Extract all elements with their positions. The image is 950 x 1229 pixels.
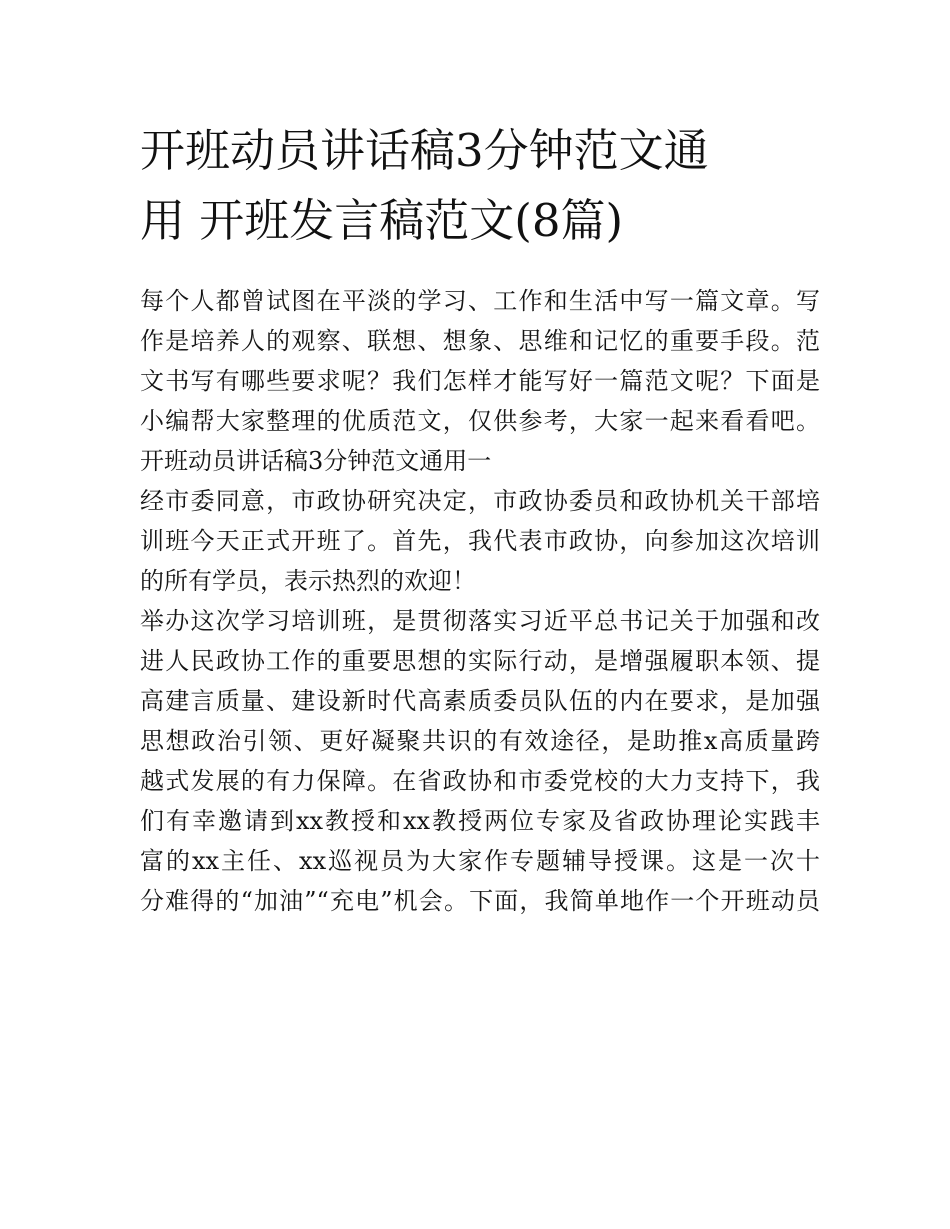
paragraph-line: 经市委同意，市政协研究决定，市政协委员和政协机关干部培 [140,487,820,515]
paragraph-line: 们有幸邀请到xx教授和xx教授两位专家及省政协理论实践丰 [140,807,820,835]
paragraph-line: 作是培养人的观察、联想、想象、思维和记忆的重要手段。范 [140,327,820,355]
paragraph-line: 举办这次学习培训班，是贯彻落实习近平总书记关于加强和改 [140,607,820,635]
paragraph-line: 小编帮大家整理的优质范文，仅供参考，大家一起来看看吧。 [140,407,820,435]
paragraph-line: 思想政治引领、更好凝聚共识的有效途径，是助推x高质量跨 [140,727,820,755]
title-line: 用 开班发言稿范文(8篇) [140,194,624,247]
paragraph-line: 富的xx主任、xx巡视员为大家作专题辅导授课。这是一次十 [140,847,820,875]
paragraph-line: 分难得的“加油”“充电”机会。下面，我简单地作一个开班动员 [140,887,820,915]
paragraph-line: 进人民政协工作的重要思想的实际行动，是增强履职本领、提 [140,647,820,675]
title-line: 开班动员讲话稿3分钟范文通 [140,124,709,177]
paragraph-line: 越式发展的有力保障。在省政协和市委党校的大力支持下，我 [140,767,820,795]
paragraph-line: 的所有学员，表示热烈的欢迎！ [140,567,476,595]
paragraph-line: 文书写有哪些要求呢？我们怎样才能写好一篇范文呢？下面是 [140,367,820,395]
paragraph-line: 每个人都曾试图在平淡的学习、工作和生活中写一篇文章。写 [140,287,820,315]
document-title [140,116,820,256]
section-heading: 开班动员讲话稿3分钟范文通用一 [140,447,492,475]
document-body [140,281,820,921]
paragraph-line: 训班今天正式开班了。首先，我代表市政协，向参加这次培训 [140,527,820,555]
paragraph-line: 高建言质量、建设新时代高素质委员队伍的内在要求，是加强 [140,687,820,715]
